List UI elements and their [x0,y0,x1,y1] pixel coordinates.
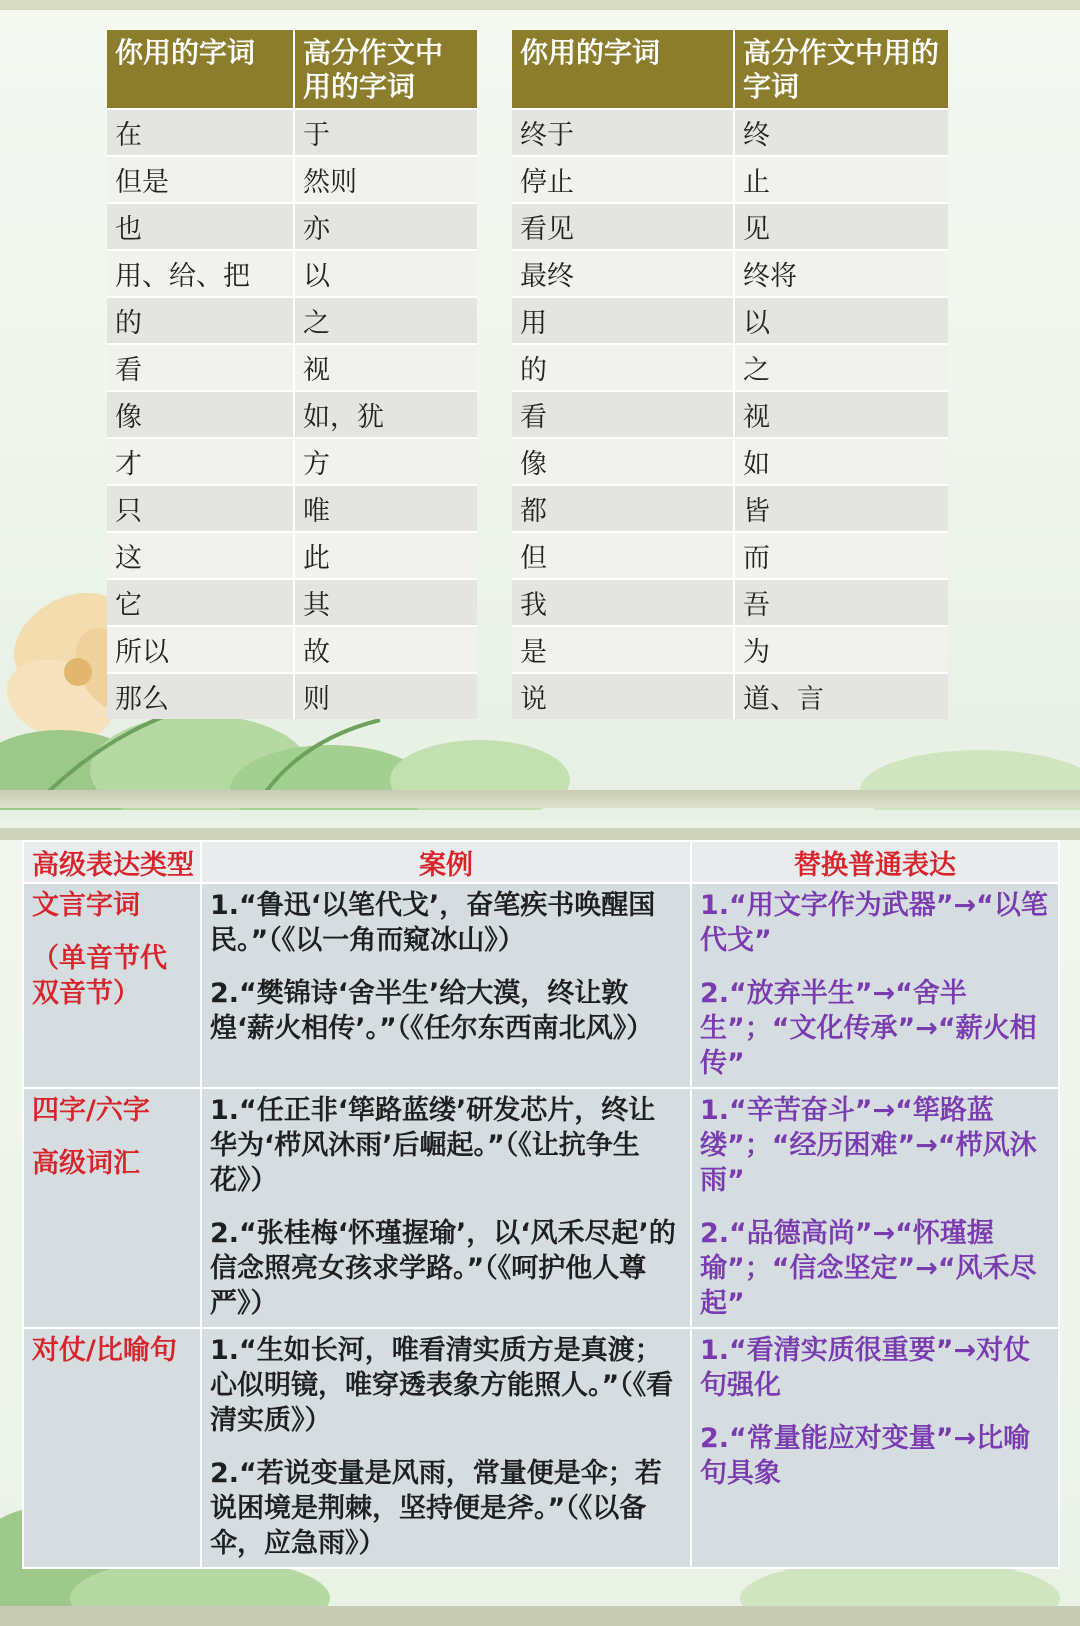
table-row [107,438,477,485]
top-border [0,0,1080,10]
table-row [107,156,477,203]
word-cell-advanced: 见 [734,203,948,250]
word-cell-advanced: 而 [734,532,948,579]
word-cell-advanced: 终将 [734,250,948,297]
word-cell-advanced: 亦 [294,203,477,250]
top-border [0,828,1080,840]
replacement-text: 1.“用文字作为武器”→“以笔代戈” [700,890,1048,956]
word-cell-common: 这 [107,532,294,579]
table-row [512,579,948,626]
word-cell-common: 才 [107,438,294,485]
word-table-right [512,30,948,719]
replacement-cell [691,1088,1059,1328]
word-cell-common: 那么 [107,673,294,719]
category-label: 文言字词 [32,890,140,921]
table-row [23,883,1059,1088]
word-cell-common: 说 [512,673,734,719]
table-row [107,203,477,250]
word-cell-common: 我 [512,579,734,626]
word-cell-advanced: 然则 [294,156,477,203]
category-sublabel: （单音节代双音节） [32,943,167,1009]
word-cell-advanced: 吾 [734,579,948,626]
table-row [512,532,948,579]
table-row [107,109,477,156]
word-cell-common: 看 [512,391,734,438]
word-cell-advanced: 之 [734,344,948,391]
header-replacement: 替换普通表达 [691,841,1059,883]
word-cell-common: 都 [512,485,734,532]
word-cell-advanced: 唯 [294,485,477,532]
table-row [107,673,477,719]
replacement-text: 2.“常量能应对变量”→比喻句具象 [700,1423,1031,1489]
table-row [512,673,948,719]
table-row [107,297,477,344]
word-cell-advanced: 道、言 [734,673,948,719]
replacement-cell [691,883,1059,1088]
examples-cell [201,1088,691,1328]
category-cell [23,1328,201,1568]
bottom-border [0,1606,1080,1626]
word-cell-advanced: 如，犹 [294,391,477,438]
header-high-score-words: 高分作文中用的字词 [734,30,948,109]
table-row [107,532,477,579]
word-cell-common: 所以 [107,626,294,673]
word-cell-advanced: 以 [294,250,477,297]
category-cell [23,883,201,1088]
word-cell-common: 是 [512,626,734,673]
replacement-text: 2.“放弃半生”→“舍半生”；“文化传承”→“薪火相传” [700,978,1037,1079]
table-row [512,485,948,532]
table-row [23,1328,1059,1568]
word-cell-advanced: 止 [734,156,948,203]
bottom-border [0,790,1080,808]
word-cell-common: 用、给、把 [107,250,294,297]
word-cell-advanced: 此 [294,532,477,579]
expression-table [22,840,1060,1569]
table-row [107,485,477,532]
word-cell-common: 但是 [107,156,294,203]
word-cell-common: 的 [512,344,734,391]
word-cell-advanced: 皆 [734,485,948,532]
word-cell-advanced: 视 [294,344,477,391]
examples-cell [201,1328,691,1568]
word-cell-common: 看见 [512,203,734,250]
table-row [512,297,948,344]
word-cell-common: 它 [107,579,294,626]
word-cell-advanced: 视 [734,391,948,438]
word-table-left [107,30,477,719]
word-cell-common: 终于 [512,109,734,156]
word-cell-advanced: 其 [294,579,477,626]
header-type: 高级表达类型 [23,841,201,883]
word-cell-advanced: 于 [294,109,477,156]
word-cell-advanced: 为 [734,626,948,673]
table-row [512,438,948,485]
word-cell-advanced: 则 [294,673,477,719]
example-text: 2.“若说变量是风雨，常量便是伞；若说困境是荆棘，坚持便是斧。”（《以备伞，应急雨》） [210,1458,662,1559]
word-cell-common: 用 [512,297,734,344]
word-cell-common: 的 [107,297,294,344]
word-cell-advanced: 以 [734,297,948,344]
replacement-cell [691,1328,1059,1568]
word-cell-common: 也 [107,203,294,250]
replacement-text: 1.“辛苦奋斗”→“筚路蓝缕”；“经历困难”→“栉风沐雨” [700,1095,1037,1196]
word-cell-common: 看 [107,344,294,391]
header-your-words: 你用的字词 [512,30,734,109]
table-row [512,344,948,391]
word-cell-advanced: 如 [734,438,948,485]
word-cell-advanced: 终 [734,109,948,156]
replacement-text: 2.“品德高尚”→“怀瑾握瑜”；“信念坚定”→“风禾尽起” [700,1218,1037,1319]
table-row [107,579,477,626]
word-cell-common: 停止 [512,156,734,203]
example-text: 1.“鲁迅‘以笔代戈’，奋笔疾书唤醒国民。”（《以一角而窥冰山》） [210,890,656,956]
header-high-score-words: 高分作文中用的字词 [294,30,477,109]
category-label: 四字/六字 [32,1095,150,1126]
example-text: 1.“生如长河，唯看清实质方是真渡；心似明镜，唯穿透表象方能照人。”（《看清实质》） [210,1335,674,1436]
header-your-words: 你用的字词 [107,30,294,109]
word-cell-common: 像 [512,438,734,485]
category-cell [23,1088,201,1328]
word-cell-common: 但 [512,532,734,579]
word-cell-advanced: 之 [294,297,477,344]
table-row [512,109,948,156]
word-cell-common: 只 [107,485,294,532]
table-row [512,250,948,297]
category-label: 对仗/比喻句 [32,1335,177,1366]
category-sublabel: 高级词汇 [32,1148,140,1179]
table-row [512,626,948,673]
example-text: 2.“樊锦诗‘舍半生’给大漠，终让敦煌‘薪火相传’。”（《任尔东西南北风》） [210,978,654,1044]
example-text: 1.“任正非‘筚路蓝缕’研发芯片，终让华为‘栉风沐雨’后崛起。”（《让抗争生花》） [210,1095,656,1196]
word-cell-common: 在 [107,109,294,156]
table-row [107,344,477,391]
example-text: 2.“张桂梅‘怀瑾握瑜’，以‘风禾尽起’的信念照亮女孩求学路。”（《呵护他人尊严》） [210,1218,676,1319]
table-row [107,391,477,438]
header-examples: 案例 [201,841,691,883]
table-row [23,1088,1059,1328]
table-row [107,250,477,297]
examples-cell [201,883,691,1088]
word-cell-common: 最终 [512,250,734,297]
word-cell-advanced: 故 [294,626,477,673]
word-cell-common: 像 [107,391,294,438]
table-row [512,156,948,203]
replacement-text: 1.“看清实质很重要”→对仗句强化 [700,1335,1031,1401]
table-row [512,203,948,250]
table-row [107,626,477,673]
table-row [512,391,948,438]
word-cell-advanced: 方 [294,438,477,485]
